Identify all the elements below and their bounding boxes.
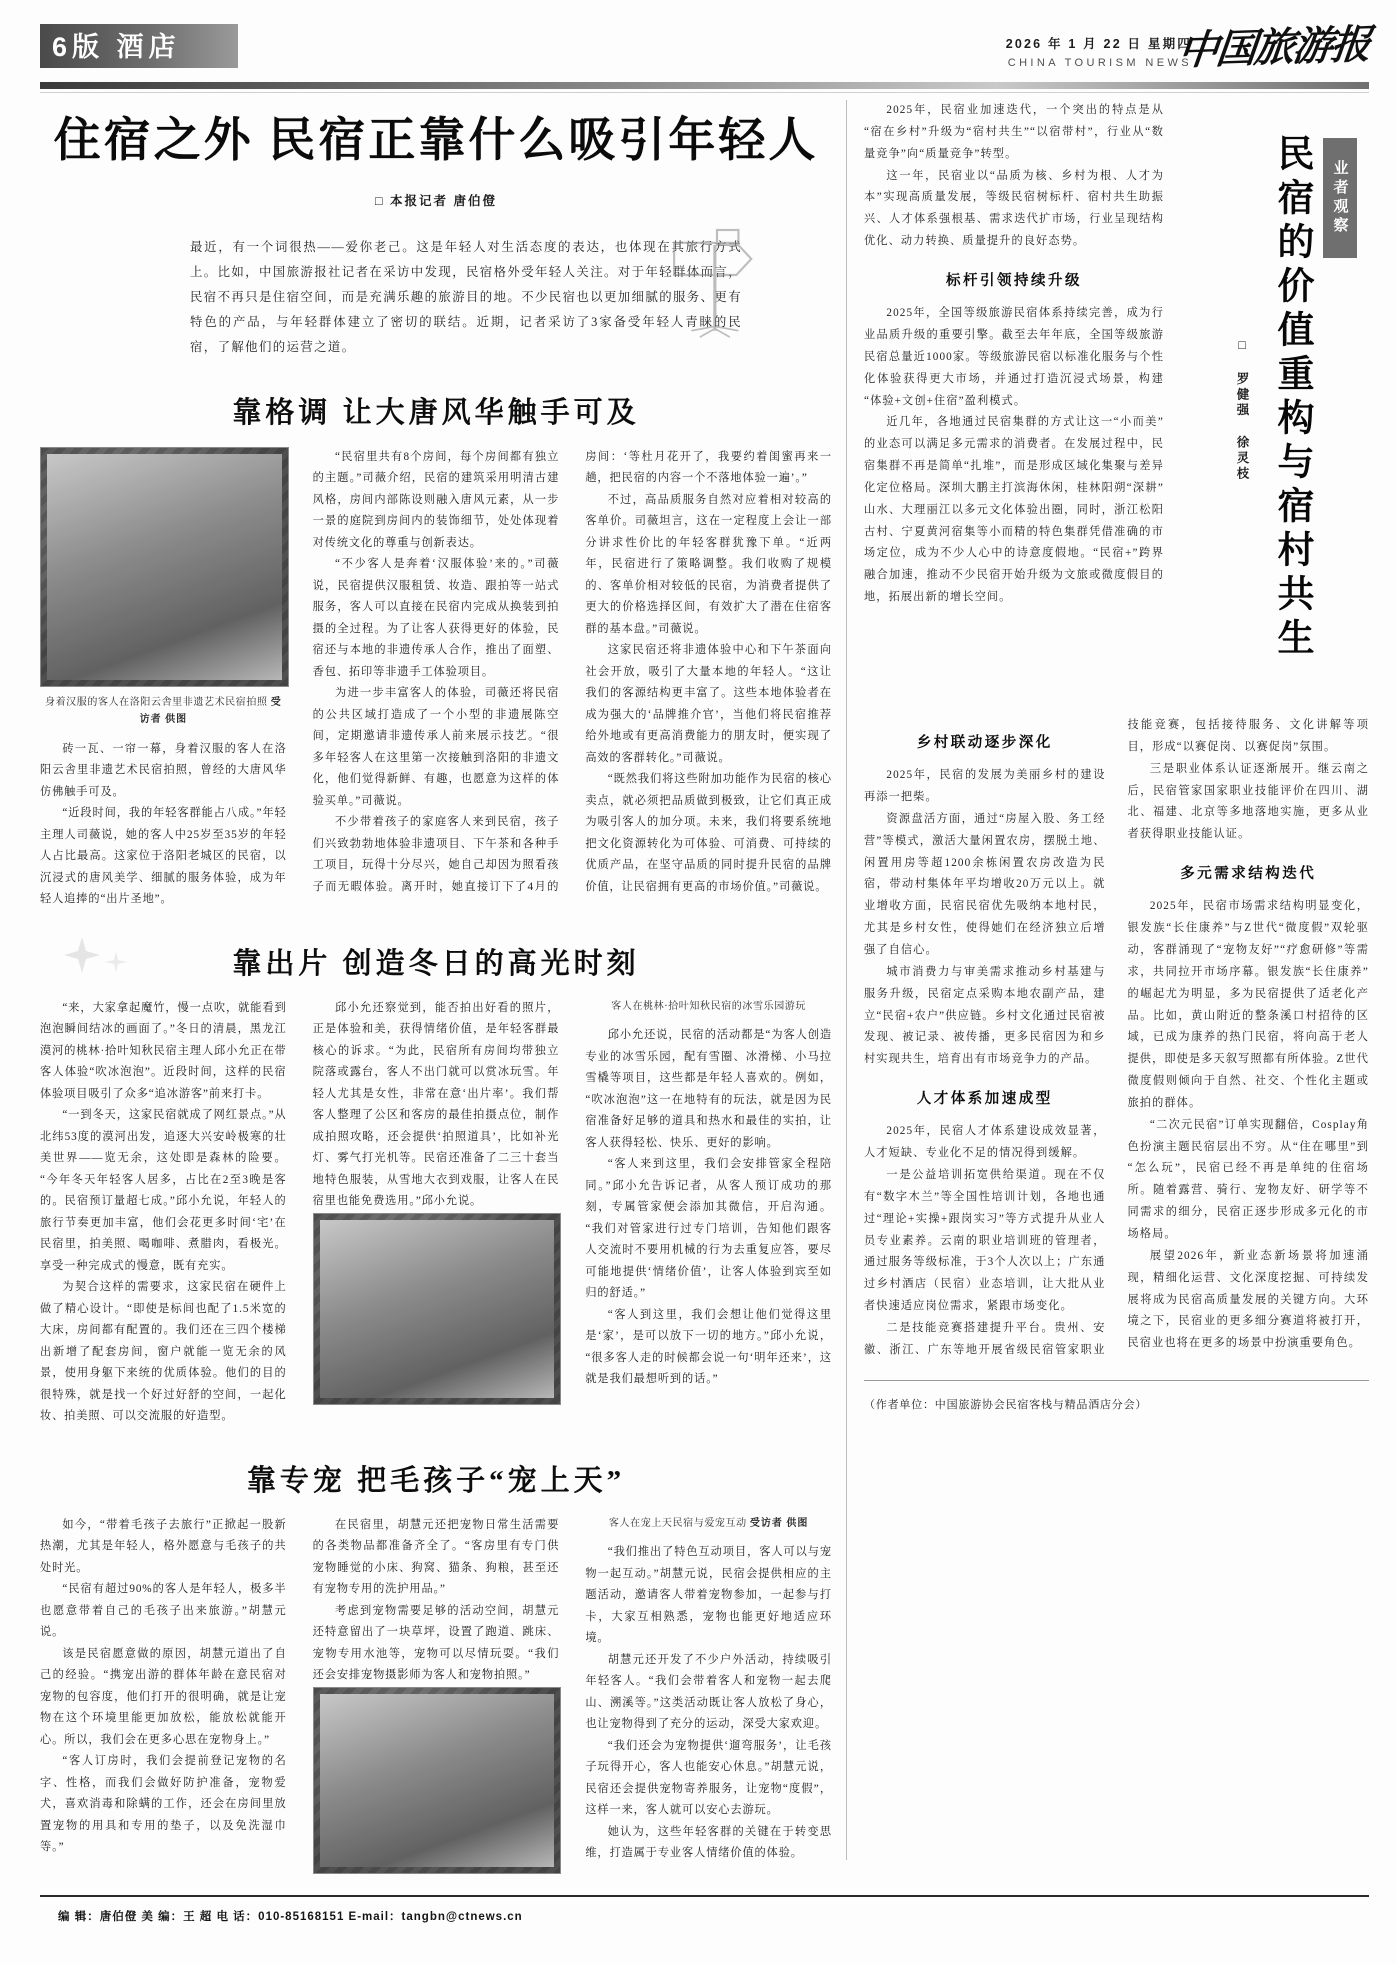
paragraph: 近几年，各地通过民宿集群的方式让这一“小而美”的业态可以满足多元需求的消费者。在发展过程中，民宿集群不再是简单“扎堆”，而是形成区域化集聚与差异化定位格局。深圳大鹏主打滨海休闲，桂林阳朔“深耕”山水、大理丽江以多元文化体验出圈，同时，浙江松阳古村、宁夏黄河宿集等小而精的特色集群凭借准确的市场定位，成为不少人心中的诗意度假地。“民宿+”跨界融合加速，推动不少民宿开始升级为文旅或微度假目的地，拓展出新的增长空间。 [864,416,1164,604]
section-flag-label: 6版 酒店 [52,32,181,62]
paragraph: “民宿里共有8个房间，每个房间都有独立的主题。”司薇介绍，民宿的建筑采用明清古建风格，房间内部陈设则融入唐风元素，从一步一景的庭院到房间内的装饰细节，处处体现着对传统文化的尊重与创新表达。 [312,450,560,549]
paragraph: “一到冬天，这家民宿就成了网红景点。”从北纬53度的漠河出发，追逐大兴安岭极寒的壮美世界——览无余，这处即是森林的险要。“今年冬天年轻客人居多，占比在2至3晚是客的。民宿预订量超七成。”邱小允说，年轻人的旅行节奏更加丰富，他们会花更多时间‘宅’在民宿里，拍美照、喝咖啡、煮腊肉，看极光。享受一种完成式的慢意，既有充实。 [40,1109,287,1272]
section-body-1 [40,447,832,911]
paragraph: 这一年，民宿业以“品质为核、乡村为根、人才为本”实现高质量发展，等级民宿树标杆、宿村共生助振兴、人才体系强根基、需求迭代扩市场，行业呈现结构优化、动力转换、质量提升的良好态势。 [864,169,1164,248]
sidebar-signature: （作者单位：中国旅游协会民宿客栈与精品酒店分会） [864,1398,1148,1411]
paragraph: 砖一瓦、一帘一幕，身着汉服的客人在洛阳云舎里非遗艺术民宿拍照，曾经的大唐风华仿佛触手可及。 [40,742,287,798]
section-body-2 [40,998,832,1428]
status-badge: 业者观察 [1323,138,1357,258]
masthead-thin-rule [40,92,1369,93]
issue-date-cn: 2026 年 1 月 22 日 星期四 [1005,37,1192,51]
paragraph: 2025年，民宿市场需求结构明显变化，银发族“长住康养”与Z世代“微度假”双轮驱动，客群涌现了“宠物友好”“疗愈研修”等需求，共同拉开市场序幕。银发族“长住康养”的崛起尤为明显，多为民宿提供了适老化产品。比如，黄山附近的整条溪口村招待的区域，已成为康养的热门民宿，将向高于老人提供，即使是多天叙写照都有所体验。Z世代微度假则倾向于自然、社交、个性化主题或旅拍的群体。 [1127,900,1369,1109]
sidebar-heading-4: 多元需求结构迭代 [1180,866,1317,883]
paragraph: 2025年，全国等级旅游民宿体系持续完善，成为行业品质升级的重要引擎。截至去年年底，全国等级旅游民宿总量近1000家。等级旅游民宿以标准化服务与个性化体验获得更大市场，并通过打造沉浸式场景，构建“体验+文创+住宿”盈利模式。 [864,307,1164,407]
paragraph: 展望2026年，新业态新场景将加速涌现，精细化运营、文化深度挖掘、可持续发展将成为民宿高质量发展的关键方向。大环境之下，民宿业的更多细分赛道将被打开，民宿业也将在更多的场景中扮演重要角色。 [1127,1249,1369,1350]
photo-hanfu-guest [40,447,289,687]
page-title: 住宿之外 民宿正靠什么吸引年轻人 [53,115,819,167]
photo-pet-guest [313,1687,562,1874]
paragraph: 她认为，这些年轻客群的关键在于转变思维，打造属于专业客人情绪价值的体验。 [585,1825,832,1860]
main-article [40,100,832,1860]
masthead-rule [40,82,1369,89]
sidebar-title: 民宿的价值重构与宿村共生 [1271,134,1312,662]
sidebar-heading-3: 人才体系加速成型 [916,1091,1053,1108]
paragraph: 考虑到宠物需要足够的活动空间，胡慧元还特意留出了一块草坪，设置了跑道、跳床、宠物专用水池等，宠物可以尽情玩耍。“我们还会安排宠物摄影师为客人和宠物拍照。” [312,1604,560,1682]
paragraph: “客人到这里，我们会想让他们觉得这里是‘家’，是可以放下一切的地方。”邱小允说，“很多客人走的时候都会说一句‘明年还来’，这就是我们最想听到的话。” [585,1308,832,1386]
paragraph: 邱小允还察觉到，能否拍出好看的照片，正是体验和美，获得情绪价值，是年轻客群最核心的诉求。“为此，民宿所有房间均带独立院落或露台，客人不出门就可以赏冰玩雪。年轻人尤其是女性，非常在意‘出片率’。我们帮客人整理了公区和客房的最佳拍摄点位，制作成拍照攻略，还会提供‘拍照道具’，比如补光灯、雾气打光机等。民宿还准备了二三十套当地特色服装，从雪地大衣到戏服，让客人在民宿里也能免费选用。”邱小允说。 [312,1001,560,1208]
paragraph: 不过，高品质服务自然对应着相对较高的客单价。司薇坦言，这在一定程度上会让一部分讲求性价比的年轻客群犹豫下单。“近两年，民宿进行了策略调整。我们收购了规模的、客单价相对较低的民宿，为消费者提供了更大的价格选择区间，有效扩大了潜在住宿客群的基本盘。”司薇说。 [585,493,832,635]
paragraph: 该是民宿愿意做的原因，胡慧元道出了自己的经验。“携宠出游的群体年龄在意民宿对宠物的包容度，他们打开的很明确，就是让宠物在这个环境里能更加放松，能放松就能开心。所以，我们会在更多心思在宠物身上。” [40,1647,287,1746]
paragraph: 为契合这样的需要求，这家民宿在硬件上做了精心设计。“即使是标间也配了1.5米宽的大床，房间都有配置的。我们还在三四个楼梯出新增了配套房间，窗户就能一览无余的风景，使用身躯下来统的优质体验。他们的目的很特殊，就是找一个好过好舒的空间，一起化妆、拍美照、可以交流服的好造型。 [40,1281,287,1423]
sidebar-intro [864,100,1164,609]
signpost-illustration [652,200,782,350]
caption-text-1: 身着汉服的客人在洛阳云舎里非遗艺术民宿拍照 [44,696,268,708]
paragraph: 2025年，民宿的发展为美丽乡村的建设再添一把柴。 [864,769,1106,804]
paragraph: 一是公益培训拓宽供给渠道。现在不仅有“数字木兰”等全国性培训计划，各地也通过“理论+实操+跟岗实习”等方式提升从业人员专业素养。云南的职业培训班的管理者，通过服务等级标准，于3个人次以上；广东通过乡村酒店（民宿）业态培训，让大批从业者快速适应岗位需求，紧跟市场变化。 [864,1169,1106,1313]
paragraph: 在民宿里，胡慧元还把宠物日常生活需要的各类物品都准备齐全了。“客房里有专门供宠物睡觉的小床、狗窝、猫条、狗粮，甚至还有宠物专用的洗护用品。” [312,1518,560,1596]
issue-date-en: CHINA TOURISM NEWS [1007,57,1192,69]
paragraph: “来，大家拿起魔竹，慢一点吹，就能看到泡泡瞬间结冰的画面了。”冬日的清晨，黑龙江漠河的桃林·拾叶知秋民宿主理人邱小允正在带客人体验“吹冰泡泡”。近段时间，这样的民宿体验项目吸引了众多“追冰游客”前来打卡。 [40,1001,287,1100]
sidebar-heading-2: 乡村联动逐步深化 [916,735,1053,751]
caption-credit-1: 受访者 供图 [139,696,282,726]
section-body-3 [40,1515,832,1874]
paragraph: “近段时间，我的年轻客群能占八成。”年轻主理人司薇说，她的客人中25岁至35岁的年轻人占比最高。这家位于洛阳老城区的民宿，以沉浸式的唐风美学、细腻的服务体验，成为年轻人追捧的“出片圣地”。 [40,807,287,906]
paragraph: 为进一步丰富客人的体验，司薇还将民宿的公共区域打造成了一个小型的非遗展陈空间，定期邀请非遗传承人前来展示技艺。“很多年轻客人在这里第一次接触到洛阳的非遗文化，他们觉得新鲜、有趣，也愿意为这样的体验买单。”司薇说。 [312,687,560,807]
paragraph: 2025年，民宿人才体系建设成效显著，人才短缺、专业化不足的情况得到缓解。 [864,1125,1106,1160]
paragraph: “二次元民宿”订单实现翻倍，Cosplay角色扮演主题民宿层出不穷。从“住在哪里”到“怎么玩”，民宿已经不再是单纯的住宿场所。随着露营、骑行、宠物友好、研学等不同需求的细分，民宿正逐步形成多元化的市场格局。 [1127,1118,1369,1240]
section-heading-2-text: 靠出片 创造冬日的高光时刻 [232,947,640,980]
paragraph: “我们还会为宠物提供‘遛弯服务’，让毛孩子玩得开心，客人也能安心休息。”胡慧元说，民宿还会提供宠物寄养服务，让宠物“度假”，这样一来，客人就可以安心去游玩。 [585,1739,832,1817]
caption-text-2: 客人在桃林·拾叶知秋民宿的冰雪乐园游玩 [611,1000,806,1012]
section-heading-2 [40,941,832,982]
article-byline: □ 本报记者 唐伯僜 [375,194,497,209]
photo-snow-park [313,1213,562,1405]
paragraph: “客人来到这里，我们会安排管家全程陪同。”邱小允告诉记者，从客人预订成功的那刻，专属管家便会添加其微信，开启沟通。“我们对管家进行过专门培训，告知他们跟客人交流时不要用机械的行为去重复应答，要尽可能地提供‘情绪价值’，让客人体验到宾至如归的舒适。” [585,1158,832,1300]
lead-text: 最近，有一个词很热——爱你老己。这是年轻人对生活态度的表达，也体现在其旅行方式上。比如，中国旅游报社记者在采访中发现，民宿格外受年轻人关注。对于年轻群体而言，民宿不再只是住宿空间，而是充满乐趣的旅游目的地。不少民宿也以更加细腻的服务、更有特色的产品，与年轻群体建立了密切的联结。近期，记者采访了3家备受年轻人青睐的民宿，了解他们的运营之道。 [190,240,742,354]
sparkle-icon [60,933,140,979]
paragraph: “客人订房时，我们会提前登记宠物的名字、性格，而我们会做好防护准备，宠物爱犬，喜欢消毒和除螨的工作，还会在房间里放置宠物的用具和专用的垫子，以及免洗湿巾等。” [40,1755,287,1854]
paragraph: 不少带着孩子的家庭客人来到民宿，孩子们兴致勃勃地体验非遗项目、下午茶和各种手工项目，玩得十分尽兴，她自己却因为照看孩子而无暇体验。离开时，她直接订下了4月的房间：‘等杜月花开了，我要约着闺蜜再来一趟，把民宿的内容一个不落地体验一遍’。” [312,450,832,893]
paragraph: “不少客人是奔着‘汉服体验’来的。”司薇说，民宿提供汉服租赁、妆造、跟拍等一站式服务，客人可以直接在民宿内完成从换装到拍摄的全过程。为了让客人获得更好的体验，民宿还与本地的非遗传承人合作，推出了面塑、香包、拓印等非遗手工体验项目。 [312,558,560,678]
paragraph: 三是职业体系认证逐渐展开。继云南之后，民宿管家国家职业技能评价在四川、湖北、福建、北京等多地落地实施，更多从业者获得职业技能认证。 [1127,762,1369,841]
caption-text-3: 客人在宠上天民宿与爱宠互动 [608,1517,747,1529]
photo-caption-2 [585,998,832,1016]
masthead [0,0,1397,84]
issue-date-block [1006,34,1192,69]
footer-credits: 编 辑：唐伯僜 美 编：王 超 电 话：010-85168151 E-mail：tangbn@ctnews.cn [58,1911,523,1923]
sidebar-byline: □ 罗健强 徐灵枝 [1235,338,1249,482]
paragraph: 这家民宿还将非遗体验中心和下午茶面向社会开放，吸引了大量本地的年轻人。“这让我们的客源结构更丰富了。这些本地体验者在成为强大的‘品牌推介官’，当他们将民宿推荐给外地或有更高消费能力的朋友时，便实现了高效的客群转化。”司薇说。 [585,644,832,764]
page-content [40,100,1369,1860]
paragraph: 胡慧元还开发了不少户外活动，持续吸引年轻客人。“我们会带着客人和宠物一起去爬山、溯溪等。”这类活动既让客人放松了身心，也让宠物得到了充分的运动，深受大家欢迎。 [585,1653,832,1731]
paragraph: 邱小允还说，民宿的活动都是“为客人创造专业的冰雪乐园，配有雪圈、冰滑梯、小马拉雪橇等项目，这些都是年轻人喜欢的。例如，“吹冰泡泡”这一在地特有的玩法，就是因为民宿准备好足够的道具和热水和最佳的实拍，让客人获得轻松、快乐、更好的影响。 [585,1029,832,1149]
paragraph: 如今，“带着毛孩子去旅行”正掀起一股新热潮，尤其是年轻人，格外愿意与毛孩子的共处时光。 [40,1518,287,1574]
paragraph: “我们推出了特色互动项目，客人可以与宠物一起互动。”胡慧元说，民宿会提供相应的主题活动，邀请客人带着宠物参加，一起参与打卡，大家互相熟悉，宠物也能更好地适应环境。 [585,1546,832,1645]
sidebar-rule [864,1380,1369,1381]
section-heading-3: 靠专宠 把毛孩子“宠上天” [246,1464,626,1497]
paragraph: “既然我们将这些附加功能作为民宿的核心卖点，就必须把品质做到极致，让它们真正成为吸引客人的加分项。未来，我们将要系统地把文化资源转化为可体验、可消费、可持续的优质产品，在坚守品质的同时提升民宿的品牌价值，让民宿拥有更高的市场价值。”司薇说。 [585,773,832,893]
photo-caption-1 [40,694,287,729]
paragraph: “民宿有超过90%的客人是年轻人，极多半也愿意带着自己的毛孩子出来旅游。”胡慧元说。 [40,1583,287,1639]
footer-rule [40,1895,1369,1897]
sidebar-title-area [864,100,1369,715]
paragraph: 城市消费力与审美需求推动乡村基建与服务升级，民宿定点采购本地农副产品，建立“民宿+农户”供应链。乡村文化通过民宿被发现、被记录、被传播，更多民宿因为和乡村实现共生，培育出有市场竞争力的产品。 [864,965,1106,1066]
photo-caption-3 [585,1515,832,1533]
sidebar-heading-1: 标杆引领持续升级 [946,272,1082,289]
caption-credit-3: 受访者 供图 [749,1517,809,1529]
sidebar-body-rest [864,715,1369,1415]
zone-divider [846,100,847,1860]
paper-nameplate: 中国旅游报 [1175,21,1372,74]
paragraph: 2025年，民宿业加速迭代，一个突出的特点是从“宿在乡村”升级为“宿村共生”“以宿带村”，行业从“数量竞争”向“质量竞争”转型。 [864,104,1164,160]
paragraph: 资源盘活方面，通过“房屋入股、务工经营”等模式，激活大量闲置农房，摆脱土地、闲置用房等超1200余栋闲置农房改造为民宿，带动村集体年平均增收20万元以上。就业增收方面，民宿民宿优先吸纳本地村民，尤其是乡村女性，使得她们在经济独立后增强了自信心。 [864,812,1106,957]
paragraph: 二是技能竞赛搭建提升平台。贵州、安徽、浙江、广东等地开展省级民宿管家职业技能竞赛，包括接待服务、文化讲解等项目，形成“以赛促岗、以赛促岗”氛围。 [864,719,1369,1356]
section-heading-1: 靠格调 让大唐风华触手可及 [232,396,640,429]
sidebar-opinion-article [864,100,1369,1860]
